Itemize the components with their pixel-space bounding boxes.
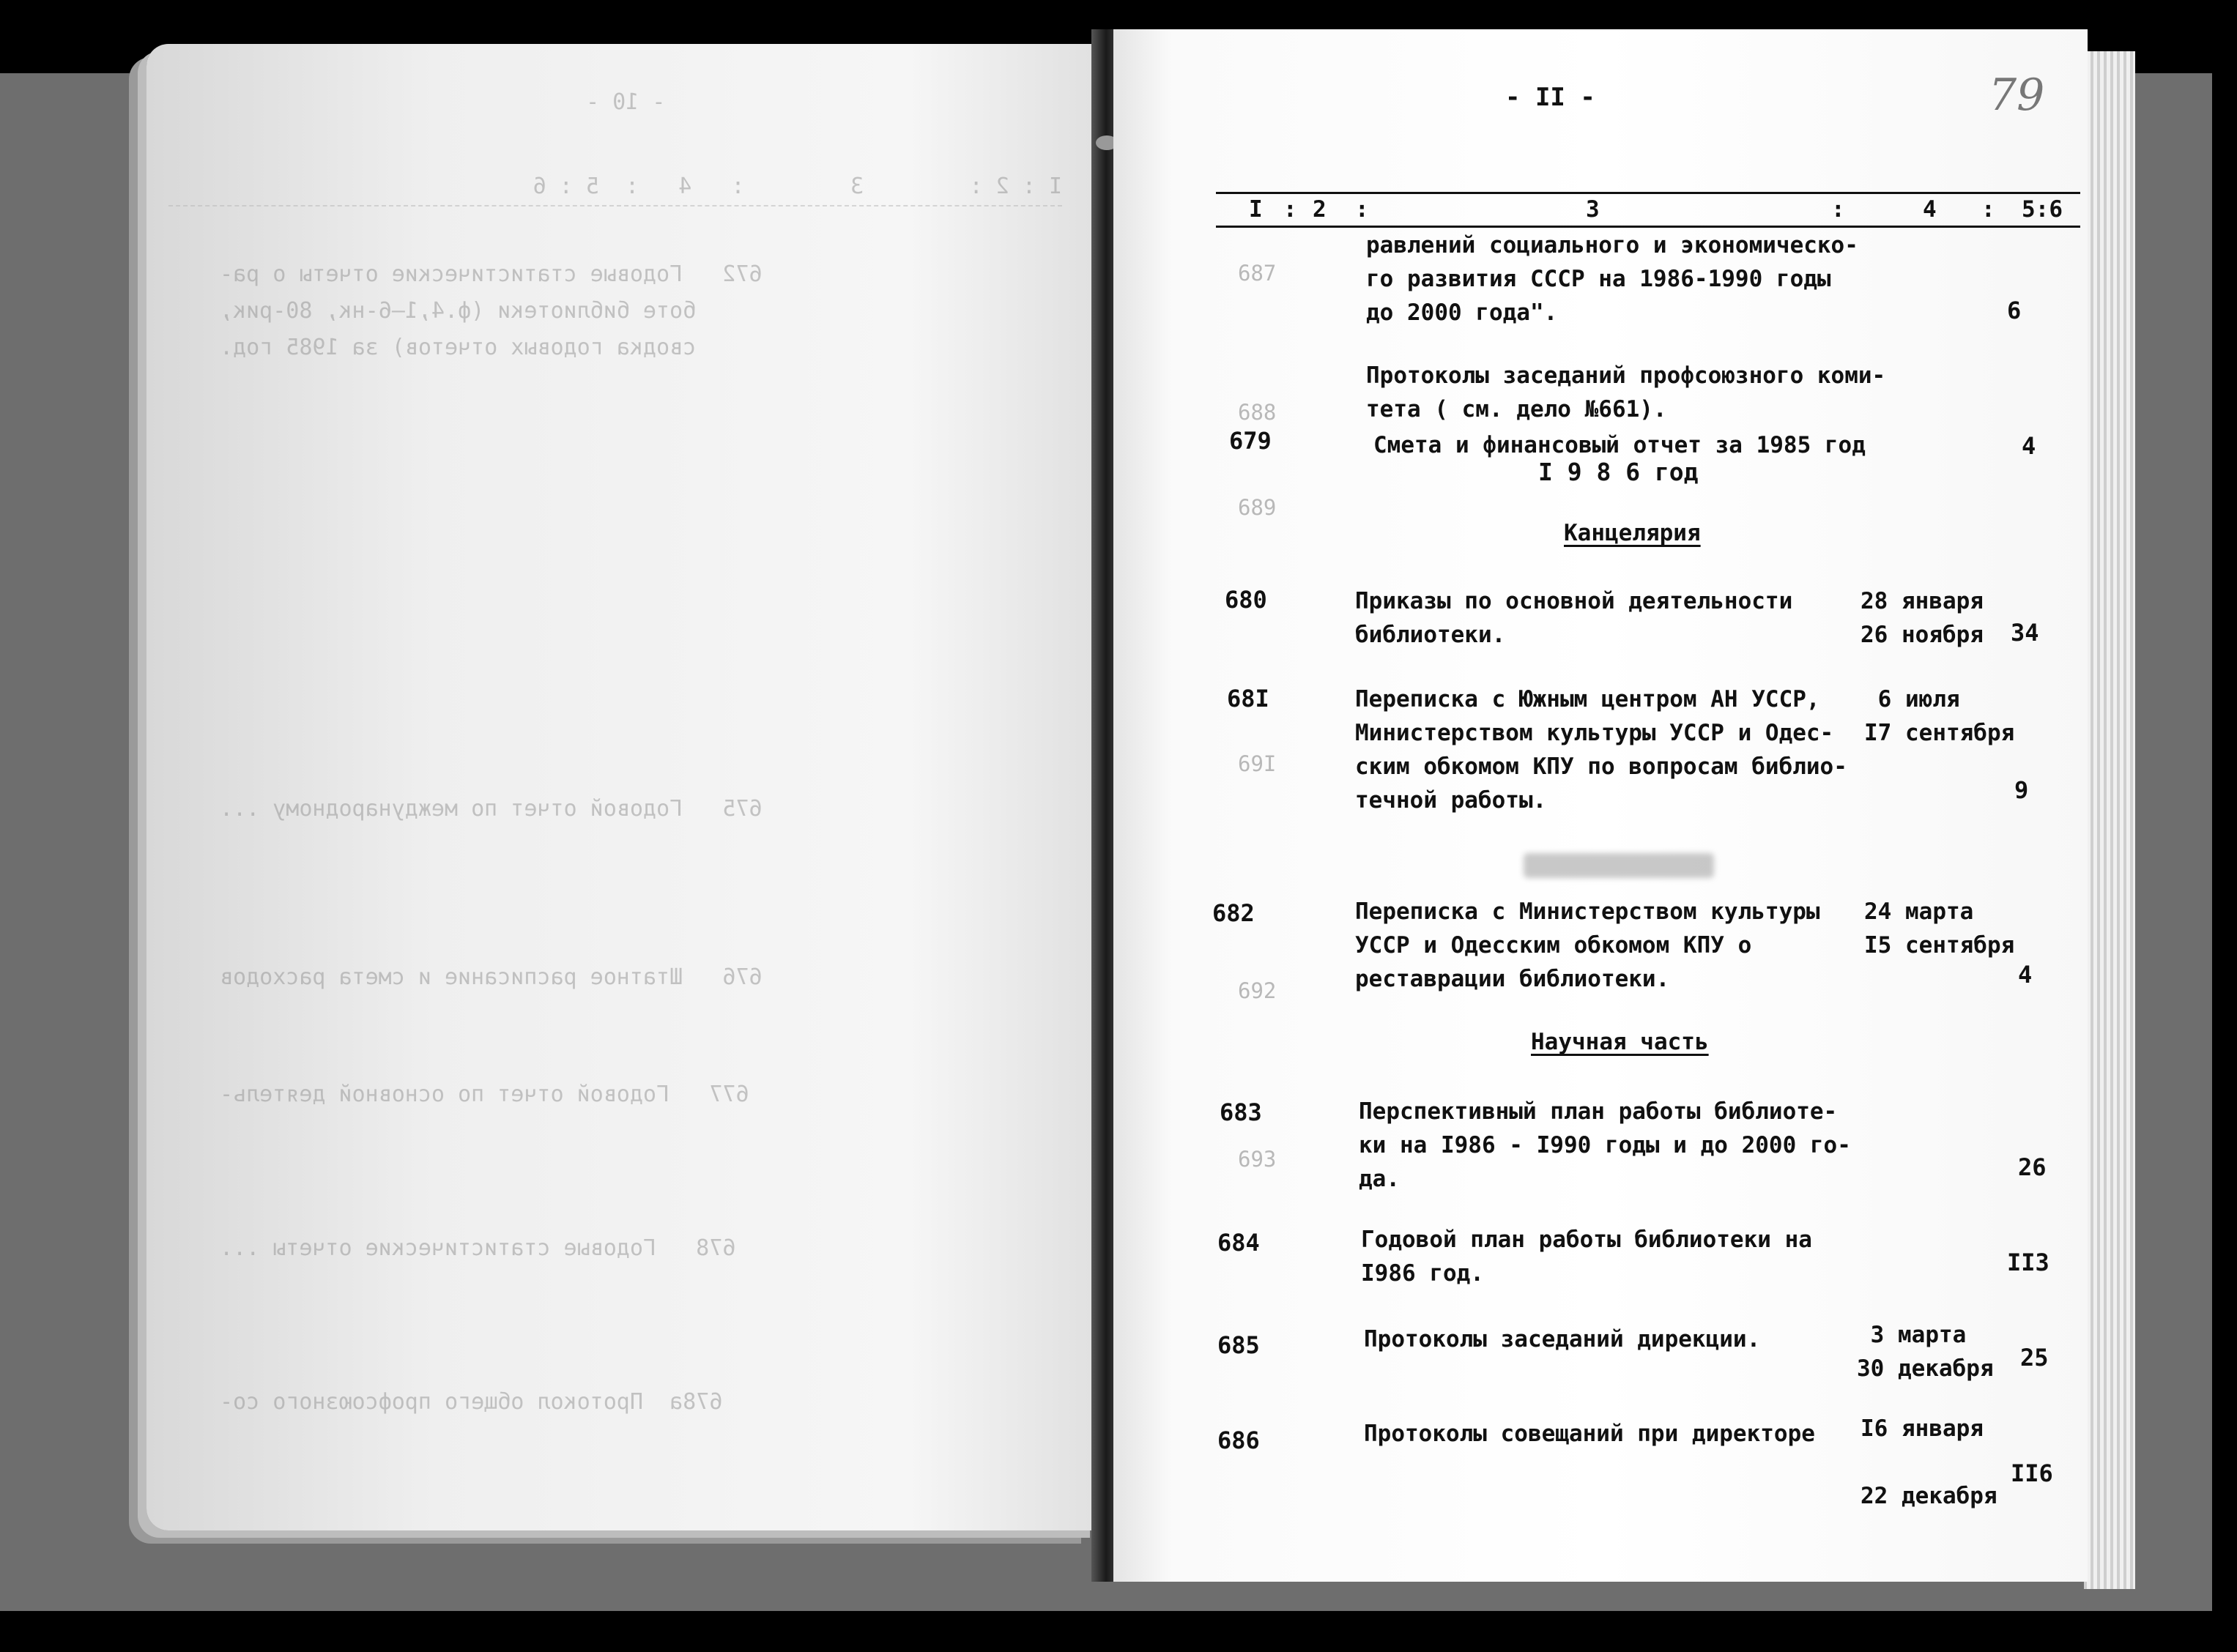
entry-number: 679	[1229, 427, 1272, 455]
carryover-pages: 6	[2007, 297, 2022, 324]
bleed-through-text: 69I	[1238, 751, 1277, 776]
entry-pages: 34	[2011, 619, 2039, 647]
entry-number: 685	[1217, 1331, 1260, 1359]
bleed-through-text: 688	[1238, 400, 1277, 425]
column-header-pages: 5:6	[2022, 196, 2063, 223]
entry-title: Протоколы совещаний при директоре	[1364, 1421, 1815, 1447]
entry-pages: 26	[2018, 1153, 2047, 1181]
entry-dates: 3 марта 30 декабря	[1857, 1322, 1994, 1382]
header-top-rule	[1216, 192, 2080, 194]
entry-dates: 24 марта I5 сентября	[1864, 898, 2015, 959]
left-header-row: I : 2 : 3 : 4 : 5 : 6	[168, 168, 1062, 206]
entry-number: 683	[1220, 1098, 1262, 1126]
bleed-through-text: 689	[1238, 495, 1277, 520]
entry-title: Перспективный план работы библиоте- ки на I986 - I990 годы и до 2000 го- да.	[1359, 1098, 1851, 1192]
left-ghost-entry: боте библиотеки (ф.4,1—6-нк, 80-рик,	[220, 298, 776, 324]
bleed-through-text: 687	[1238, 261, 1277, 286]
entry-title: Переписка с Южным центром АН УССР, Министерством культуры УССР и Одес- ским обкомом КПУ по вопросам библио- течной работы.	[1355, 686, 1847, 814]
column-separator: :	[1283, 196, 1297, 223]
carryover-text: равлений социального и экономическо- го развития СССР на 1986-1990 годы до 2000 года".	[1366, 232, 1858, 326]
protocols-note: Протоколы заседаний профсоюзного коми- тета ( см. дело №661).	[1366, 362, 1886, 423]
left-ghost-entry: 677 Годовой отчет по основной деятель-	[220, 1082, 749, 1107]
entry-number: 684	[1217, 1229, 1260, 1257]
left-page	[146, 44, 1099, 1530]
entry-number: 686	[1217, 1426, 1260, 1454]
entry-dates: I6 января 22 декабря	[1861, 1415, 1997, 1509]
entry-title: Протоколы заседаний дирекции.	[1364, 1326, 1761, 1353]
section-heading-scientific: Научная часть	[1531, 1029, 1709, 1055]
redaction-smudge	[1524, 853, 1714, 878]
column-separator: :	[1981, 196, 1995, 223]
entry-number: 68I	[1227, 685, 1269, 712]
left-ghost-entry: сводка годовых отчетов) за 1985 год.	[220, 335, 776, 360]
entry-title: Приказы по основной деятельности библиотеки.	[1355, 588, 1793, 648]
entry-pages: 4	[2018, 961, 2033, 989]
entry-number: 680	[1225, 586, 1267, 614]
year-heading: I 9 8 6 год	[1538, 458, 1699, 486]
bleed-through-text: 692	[1238, 978, 1277, 1003]
entry-title: Переписка с Министерством культуры УССР и Одесским обкомом КПУ о реставрации библиотеки.	[1355, 898, 1820, 992]
header-bottom-rule	[1216, 226, 2080, 228]
entry-dates: 6 июля I7 сентября	[1864, 686, 2015, 746]
column-header-title: 3	[1586, 196, 1600, 223]
entry-pages: II3	[2007, 1249, 2049, 1276]
entry-pages: II6	[2011, 1459, 2053, 1487]
entry-pages: 4	[2022, 432, 2036, 460]
left-ghost-entry: 675 Годовой отчет по международному ...	[220, 796, 763, 822]
entry-title: Смета и финансовый отчет за 1985 год	[1373, 432, 1866, 458]
entry-pages: 25	[2020, 1344, 2049, 1372]
left-ghost-entry: 678 Годовые статистические отчеты ...	[220, 1235, 736, 1261]
column-header-number: I	[1249, 196, 1263, 223]
column-header-index: 2	[1313, 196, 1327, 223]
folio-number: 79	[1989, 70, 2045, 121]
column-separator: :	[1831, 196, 1845, 223]
entry-title: Годовой план работы библиотеки на I986 год.	[1361, 1227, 1812, 1287]
section-heading-chancellery: Канцелярия	[1564, 520, 1701, 546]
left-page-number: - 10 -	[586, 89, 666, 115]
page-number: - II -	[1505, 83, 1595, 112]
page-edges	[2084, 51, 2135, 1589]
bleed-through-text: 693	[1238, 1147, 1277, 1172]
entry-pages: 9	[2014, 776, 2029, 804]
left-ghost-entry: 676 Штатное расписание и смета расходов	[220, 964, 763, 990]
column-separator: :	[1355, 196, 1369, 223]
left-ghost-entry: 678а Протокол общего профсоюзного со-	[220, 1389, 723, 1415]
entry-dates: 28 января 26 ноября	[1861, 588, 1984, 648]
left-ghost-entry: 672 Годовые статистические отчеты о ра-	[220, 261, 763, 287]
column-header-dates: 4	[1923, 196, 1937, 223]
entry-number: 682	[1212, 899, 1255, 927]
